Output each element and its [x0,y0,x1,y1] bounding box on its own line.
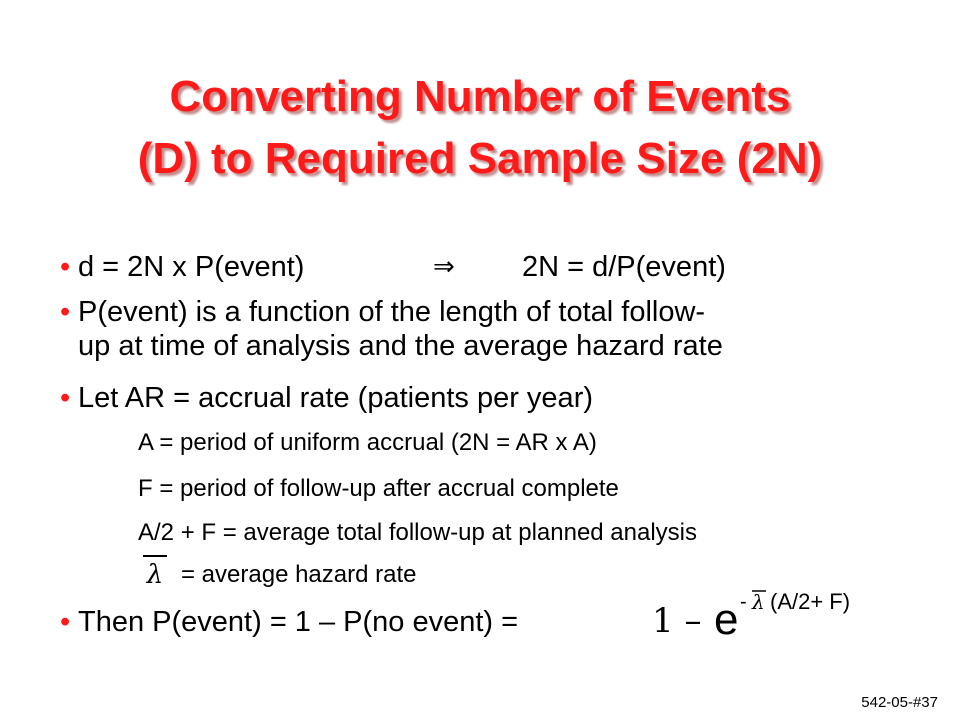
bullet-text-2n-equals: 2N = d/P(event) [522,251,726,283]
exponential-formula [650,582,880,642]
formula-exponent: (A/2+ F) [770,589,851,614]
title-line-1: Converting Number of Events [169,72,791,121]
bullet-text-d-equals: d = 2N x P(event) [78,251,305,283]
implies-arrow-icon: ⇒ [433,252,455,282]
bullet-text-then: Then P(event) = 1 – P(no event) = [78,606,519,638]
svg-text:λ: λ [146,560,164,588]
bullet-dot-icon: • [60,606,71,638]
lambda-bar-icon [140,552,170,588]
bullet-text-line-2: up at time of analysis and the average hazard rate [78,330,723,362]
sub-item-follow-up-period: F = period of follow-up after accrual complete [138,475,619,502]
title-line-2: (D) to Required Sample Size (2N) [137,134,823,183]
sub-item-accrual-period: A = period of uniform accrual (2N = AR x A) [138,429,597,456]
formula-lambda: λ [752,590,765,614]
slide-number: 542-05-#37 [861,694,938,711]
formula-one-minus: 1 – [652,601,702,641]
bullet-dot-icon: • [60,296,71,328]
bullet-text-line-1: P(event) is a function of the length of total follow- [78,296,706,328]
bullet-text-accrual: Let AR = accrual rate (patients per year) [78,382,594,414]
sub-item-average-follow-up: A/2 + F = average total follow-up at planned analysis [138,519,698,546]
slide-title [0,66,960,190]
formula-exponent-sign: - [740,591,747,613]
bullet-dot-icon: • [60,382,71,414]
sub-item-hazard-rate: = average hazard rate [181,561,417,588]
formula-e: e [714,595,739,642]
bullet-dot-icon: • [60,251,71,283]
